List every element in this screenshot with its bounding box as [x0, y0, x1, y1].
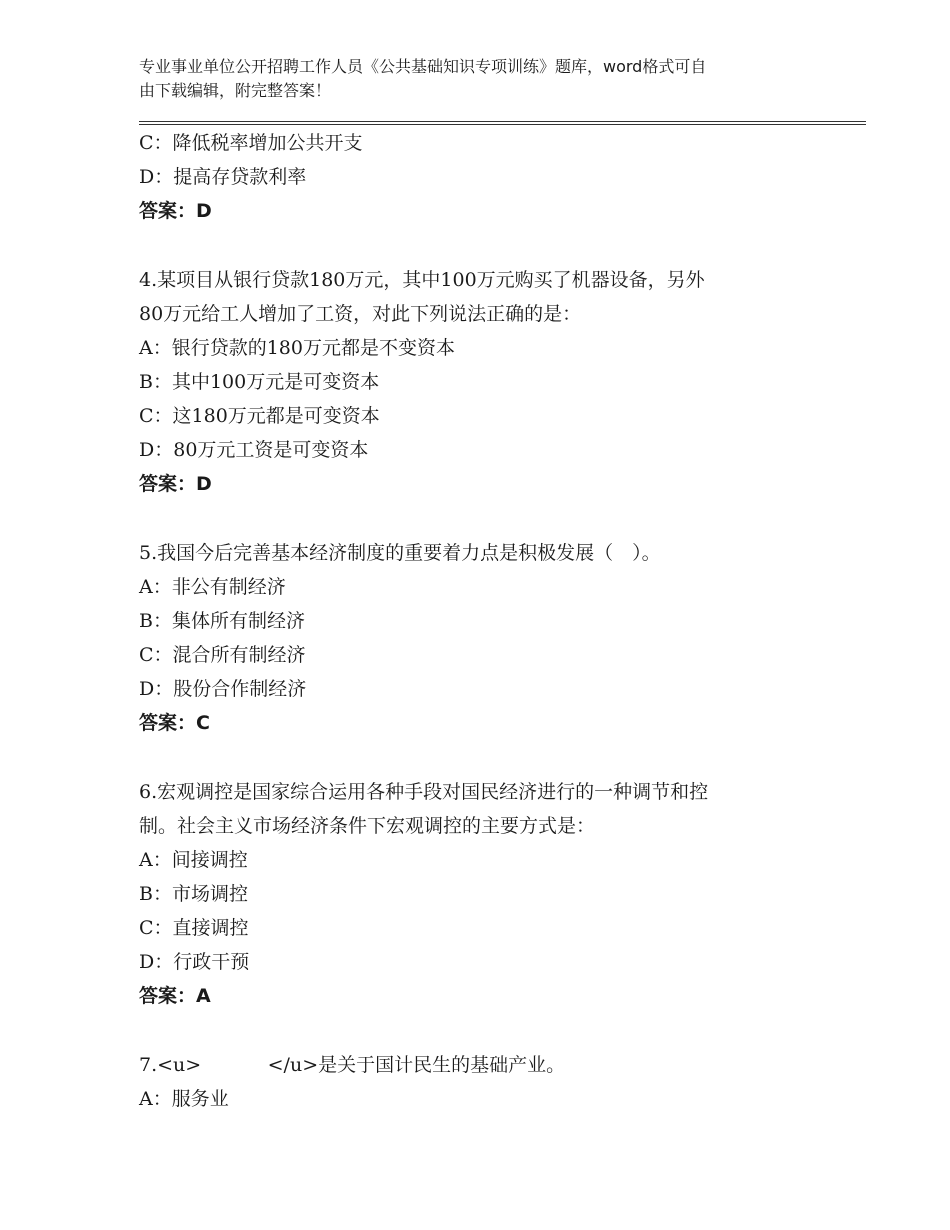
header-rule-bottom: [139, 124, 866, 125]
question-3-tail: [139, 126, 839, 228]
header-rule-top: [139, 121, 866, 122]
question-4: [139, 263, 839, 501]
option-d: D：80万元工资是可变资本: [139, 439, 369, 461]
option-b: B：其中100万元是可变资本: [139, 371, 380, 393]
option-a: A：非公有制经济: [139, 576, 286, 598]
document-header: [139, 55, 809, 103]
option-a: A：银行贷款的180万元都是不变资本: [139, 337, 455, 359]
header-line-2: 由下载编辑，附完整答案！: [139, 81, 332, 100]
question-stem: 5.我国今后完善基本经济制度的重要着力点是积极发展（ ）。: [139, 542, 661, 564]
option-a: A：服务业: [139, 1088, 229, 1110]
question-stem: 6.宏观调控是国家综合运用各种手段对国民经济进行的一种调节和控: [139, 781, 709, 803]
question-6: [139, 775, 839, 1013]
option-d: D：股份合作制经济: [139, 678, 307, 700]
answer-label: 答案：D: [139, 473, 212, 495]
question-stem: 80万元给工人增加了工资，对此下列说法正确的是：: [139, 303, 582, 325]
question-stem: 4.某项目从银行贷款180万元，其中100万元购买了机器设备，另外: [139, 269, 705, 291]
option-a: A：间接调控: [139, 849, 248, 871]
option-c: C：降低税率增加公共开支: [139, 132, 363, 154]
answer-label: 答案：A: [139, 985, 211, 1007]
answer-label: 答案：D: [139, 200, 212, 222]
option-c: C：这180万元都是可变资本: [139, 405, 380, 427]
option-d: D：提高存贷款利率: [139, 166, 307, 188]
option-c: C：混合所有制经济: [139, 644, 306, 666]
question-stem: 制。社会主义市场经济条件下宏观调控的主要方式是：: [139, 815, 596, 837]
question-stem: 7.<u> </u>是关于国计民生的基础产业。: [139, 1054, 566, 1076]
option-c: C：直接调控: [139, 917, 249, 939]
question-5: [139, 536, 839, 740]
option-b: B：集体所有制经济: [139, 610, 305, 632]
question-7: [139, 1048, 839, 1116]
answer-label: 答案：C: [139, 712, 210, 734]
header-line-1: 专业事业单位公开招聘工作人员《公共基础知识专项训练》题库，word格式可自: [139, 57, 707, 76]
option-d: D：行政干预: [139, 951, 250, 973]
question-list: [139, 126, 839, 1116]
option-b: B：市场调控: [139, 883, 248, 905]
